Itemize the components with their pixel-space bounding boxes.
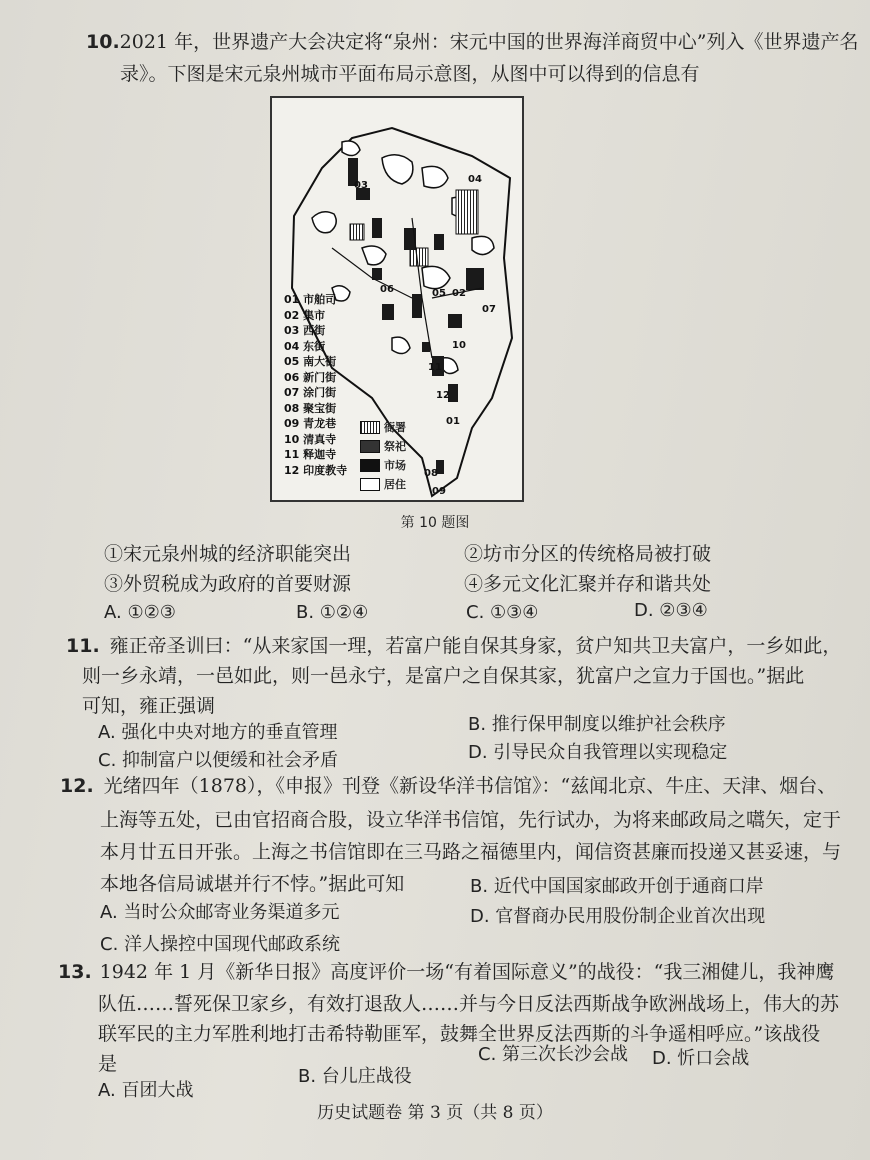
map-label: 12 xyxy=(436,390,450,401)
yamen-block xyxy=(410,248,428,266)
q13-option-c[interactable]: C. 第三次长沙会战 xyxy=(478,1044,629,1065)
q13-option-a[interactable]: A. 百团大战 xyxy=(98,1080,194,1101)
q11-number: 11. xyxy=(66,635,100,657)
q11-option-b[interactable]: B. 推行保甲制度以维护社会秩序 xyxy=(468,714,726,735)
map-label: 11 xyxy=(428,362,442,373)
map-label: 06 xyxy=(380,284,394,295)
legend-item: 07 涂门街 xyxy=(284,386,337,399)
residential-block xyxy=(342,141,360,156)
residential-block xyxy=(362,246,386,265)
residential-block xyxy=(422,266,450,288)
residential-block xyxy=(442,358,458,374)
q11-line3: 可知，雍正强调 xyxy=(82,695,216,717)
legend-item: 11 释迦寺 xyxy=(284,448,337,461)
legend-item: 01 市舶司 xyxy=(284,293,337,306)
q10-option-a[interactable]: A. ①②③ xyxy=(104,602,176,623)
q12-line3: 本月廿五日开张。上海之书信馆即在三马路之福德里内，闻信资甚廉而投递又甚妥速，与 xyxy=(100,841,842,863)
yamen-block xyxy=(350,224,364,240)
market-block xyxy=(434,234,444,250)
q10-option-d[interactable]: D. ②③④ xyxy=(634,600,708,621)
market-block xyxy=(372,218,382,238)
ritual-swatch-icon xyxy=(360,440,380,453)
q10-statement-3: ③外贸税成为政府的首要财源 xyxy=(104,573,352,595)
q12-number: 12. xyxy=(60,775,94,797)
map-label: 05 xyxy=(432,288,446,299)
legend-item: 12 印度教寺 xyxy=(284,463,348,477)
legend-item: 03 西街 xyxy=(284,324,326,337)
q12-option-a[interactable]: A. 当时公众邮寄业务渠道多元 xyxy=(100,902,340,923)
map-label: 10 xyxy=(452,340,466,351)
q13-option-d[interactable]: D. 忻口会战 xyxy=(652,1048,750,1069)
map-legend-list xyxy=(284,292,347,478)
q10-option-c[interactable]: C. ①③④ xyxy=(466,602,539,623)
map-label: 07 xyxy=(482,304,496,315)
q13-line2: 队伍……誓死保卫家乡，有效打退敌人……并与今日反法西斯战争欧洲战场上，伟大的苏 xyxy=(98,993,840,1015)
q10-statement-1: ①宋元泉州城的经济职能突出 xyxy=(104,543,352,565)
q10-line2: 录》。下图是宋元泉州城市平面布局示意图，从图中可以得到的信息有 xyxy=(120,63,700,85)
yamen-block xyxy=(456,190,478,234)
q10-option-b[interactable]: B. ①②④ xyxy=(296,602,369,623)
quanzhou-map-figure xyxy=(270,96,524,502)
q11-option-d[interactable]: D. 引导民众自我管理以实现稳定 xyxy=(468,742,728,763)
q13-line4: 是 xyxy=(98,1053,118,1075)
map-label: 01 xyxy=(446,416,460,427)
legend-item: 05 南大街 xyxy=(284,355,337,368)
q12-line4: 本地各信局诚堪并行不悖。”据此可知 xyxy=(100,873,405,895)
map-legend-keys xyxy=(360,418,406,494)
market-block xyxy=(412,294,422,318)
legend-item: 08 聚宝街 xyxy=(284,401,337,415)
map-label: 02 xyxy=(452,288,466,299)
page-footer: 历史试题卷 第 3 页（共 8 页） xyxy=(317,1103,553,1123)
q12-option-b[interactable]: B. 近代中国国家邮政开创于通商口岸 xyxy=(470,876,764,897)
q12-option-c[interactable]: C. 洋人操控中国现代邮政系统 xyxy=(100,934,341,955)
map-label: 08 xyxy=(424,468,438,479)
q11-option-c[interactable]: C. 抑制富户以便缓和社会矛盾 xyxy=(98,750,339,771)
legend-key-residence: 居住 xyxy=(360,475,406,494)
q11-line1: 11. 雍正帝圣训曰：“从来家国一理，若富户能自保其身家，贫户知共卫夫富户，一乡如此， xyxy=(66,635,842,657)
legend-item: 04 东街 xyxy=(284,339,326,353)
q13-number: 13. xyxy=(58,961,92,983)
q11-line2: 则一乡永靖，一邑如此，则一邑永宁，是富户之自保其家，犹富户之宣力于国也。”据此 xyxy=(82,665,805,687)
q13-option-b[interactable]: B. 台儿庄战役 xyxy=(298,1066,412,1087)
q12-line1: 12. 光绪四年（1878），《申报》刊登《新设华洋书信馆》：“兹闻北京、牛庄、天津、烟台、 xyxy=(60,775,837,797)
residential-block xyxy=(422,166,448,187)
legend-key-yamen: 衙署 xyxy=(360,418,406,437)
legend-item: 06 新门街 xyxy=(284,370,337,384)
residential-block xyxy=(382,155,413,184)
q10-number: 10. xyxy=(86,31,120,53)
market-block xyxy=(448,314,462,328)
q12-line2: 上海等五处，已由官招商合股，设立华洋书信馆，先行试办，为将来邮政局之嚆矢，定于 xyxy=(100,809,842,831)
q10-statement-2: ②坊市分区的传统格局被打破 xyxy=(464,543,712,565)
q12-option-d[interactable]: D. 官督商办民用股份制企业首次出现 xyxy=(470,906,766,927)
q10-line1: 10.2021 年，世界遗产大会决定将“泉州：宋元中国的世界海洋商贸中心”列入《世界遗产名 xyxy=(86,31,859,53)
figure-caption: 第 10 题图 xyxy=(400,515,470,531)
q13-line1: 13. 1942 年 1 月《新华日报》高度评价一场“有着国际意义”的战役：“我三湘健儿，我神鹰 xyxy=(58,961,835,983)
map-label: 09 xyxy=(432,486,446,497)
map-label: 04 xyxy=(468,174,482,185)
q13-line3: 联军民的主力军胜利地打击希特勒匪军，鼓舞全世界反法西斯的斗争遥相呼应。”该战役 xyxy=(98,1023,821,1045)
residence-swatch-icon xyxy=(360,478,380,491)
q10-statement-4: ④多元文化汇聚并存和谐共处 xyxy=(464,573,712,595)
legend-item: 02 集市 xyxy=(284,308,326,322)
map-label: 03 xyxy=(354,180,368,191)
residential-block xyxy=(392,337,410,353)
legend-item: 09 青龙巷 xyxy=(284,417,337,430)
market-swatch-icon xyxy=(360,459,380,472)
market-block xyxy=(382,304,394,320)
market-block xyxy=(422,342,430,352)
legend-key-market: 市场 xyxy=(360,456,406,475)
legend-item: 10 清真寺 xyxy=(284,432,337,446)
residential-block xyxy=(472,236,494,254)
yamen-swatch-icon xyxy=(360,421,380,434)
legend-key-ritual: 祭祀 xyxy=(360,437,406,456)
bleed-through-decoration xyxy=(560,140,665,161)
residential-block xyxy=(312,212,336,233)
market-block xyxy=(466,268,484,290)
q11-option-a[interactable]: A. 强化中央对地方的垂直管理 xyxy=(98,722,338,743)
